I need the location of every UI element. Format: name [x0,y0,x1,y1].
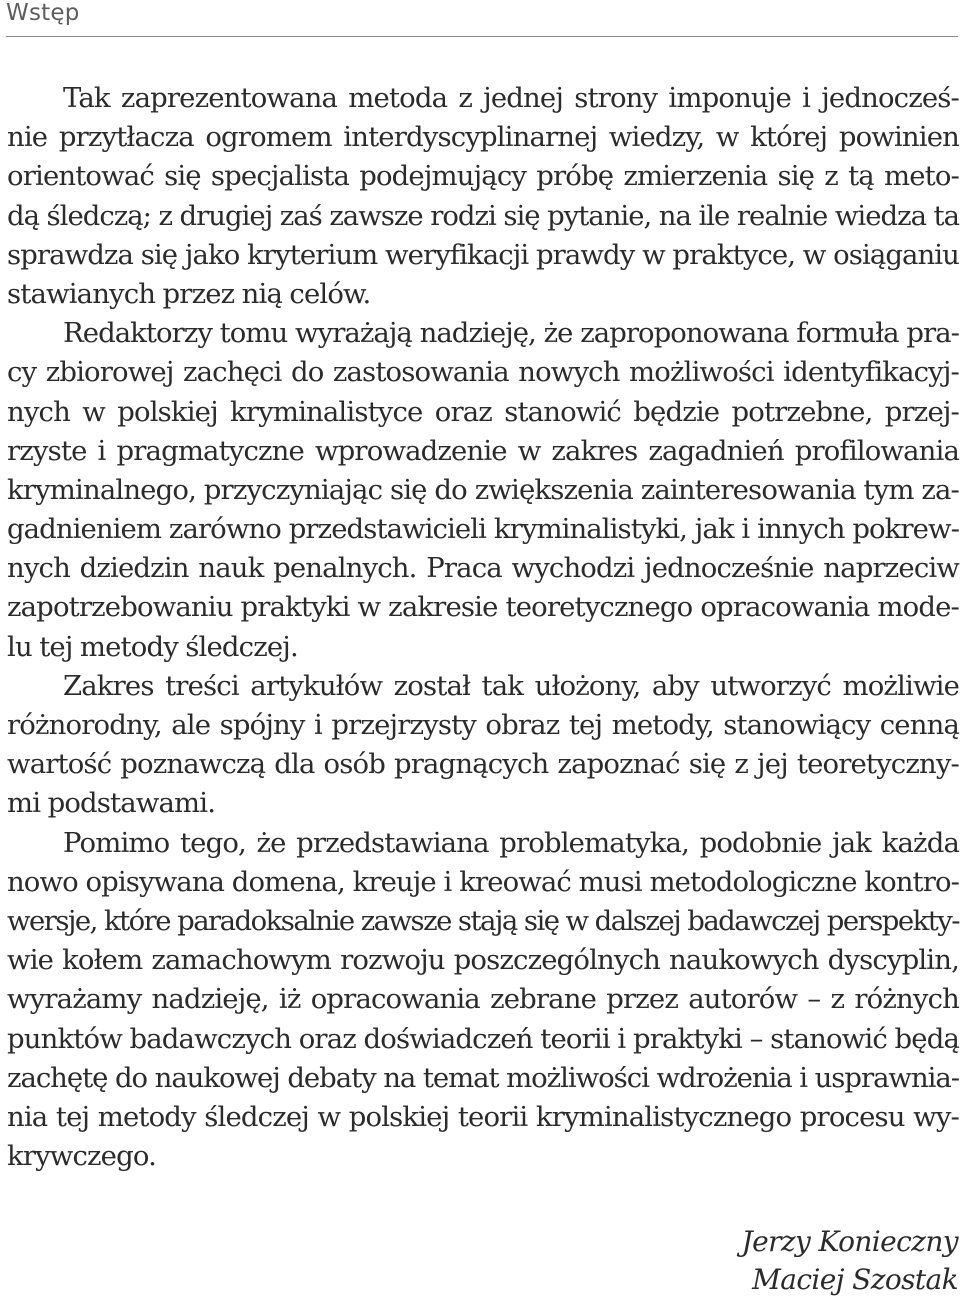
text-line: wersje, które paradoksalnie zawsze stają się w dalszej badawczej perspekty- [7,904,959,937]
running-head: Wstęp [6,0,80,26]
text-line: zapotrzebowaniu praktyki w zakresie teoretycznego opracowania mode- [7,591,959,624]
text-line: zachętę do naukowej debaty na temat możliwości wdrożenia i usprawnia- [7,1061,959,1094]
text-line: lu tej metody śledczej. [7,630,298,663]
text-line: Zakres treści artykułów został tak ułożony, aby utworzyć możliwie [63,669,959,702]
text-line: nych dziedzin nauk penalnych. Praca wychodzi jednocześnie naprzeciw [7,552,959,585]
text-line: nych w polskiej kryminalistyce oraz stanowić będzie potrzebne, przej- [7,395,959,428]
text-line: mi podstawami. [7,787,216,820]
text-line: krywczego. [7,1140,156,1173]
paragraph [7,314,959,667]
text-line: nia tej metody śledczej w polskiej teorii kryminalistycznego procesu wy- [7,1100,959,1133]
text-line: punktów badawczych oraz doświadczeń teorii i praktyki – stanowić będą [7,1022,959,1055]
paragraph [7,824,959,1177]
text-line: Tak zaprezentowana metoda z jednej strony imponuje i jednocześ- [63,82,959,114]
signature-author-1: Jerzy Konieczny [741,1225,958,1258]
paragraph [7,79,959,314]
text-line: różnorodny, ale spójny i przejrzysty obraz tej metody, stanowiący cenną [7,709,959,741]
header-rule [6,36,958,37]
text-line: cy zbiorowej zachęci do zastosowania nowych możliwości identyfikacyj- [7,356,959,389]
text-line: Pomimo tego, że przedstawiana problematyka, podobnie jak każda [63,826,959,859]
text-line: wartość poznawczą dla osób pragnących zapoznać się z jej teoretyczny- [7,748,959,781]
text-line: nowo opisywana domena, kreuje i kreować musi metodologiczne kontro- [7,865,959,898]
text-line: Redaktorzy tomu wyrażają nadzieję, że zaproponowana formuła pra- [63,317,959,350]
text-line: nie przytłacza ogromem interdyscyplinarnej wiedzy, w której powinien [7,121,959,154]
text-line: orientować się specjalista podejmujący próbę zmierzenia się z tą meto- [7,160,959,193]
signature-block [741,1223,958,1299]
text-line: stawianych przez nią celów. [7,277,371,310]
body-text [7,79,959,1176]
text-line: wyrażamy nadzieję, iż opracowania zebrane przez autorów – z różnych [7,983,959,1016]
text-line: rzyste i pragmatyczne wprowadzenie w zakres zagadnień profilowania [7,434,959,467]
text-line: kryminalnego, przyczyniając się do zwiększenia zainteresowania tym za- [7,473,959,506]
text-line: dą śledczą; z drugiej zaś zawsze rodzi się pytanie, na ile realnie wiedza ta [7,199,959,232]
text-line: gadnieniem zarówno przedstawicieli kryminalistyki, jak i innych pokrew- [7,513,959,546]
text-line: wie kołem zamachowym rozwoju poszczególnych naukowych dyscyplin, [7,944,959,977]
signature-author-2: Maciej Szostak [752,1263,958,1296]
paragraph [7,667,959,824]
text-line: sprawdza się jako kryterium weryfikacji prawdy w praktyce, w osiąganiu [7,238,959,271]
